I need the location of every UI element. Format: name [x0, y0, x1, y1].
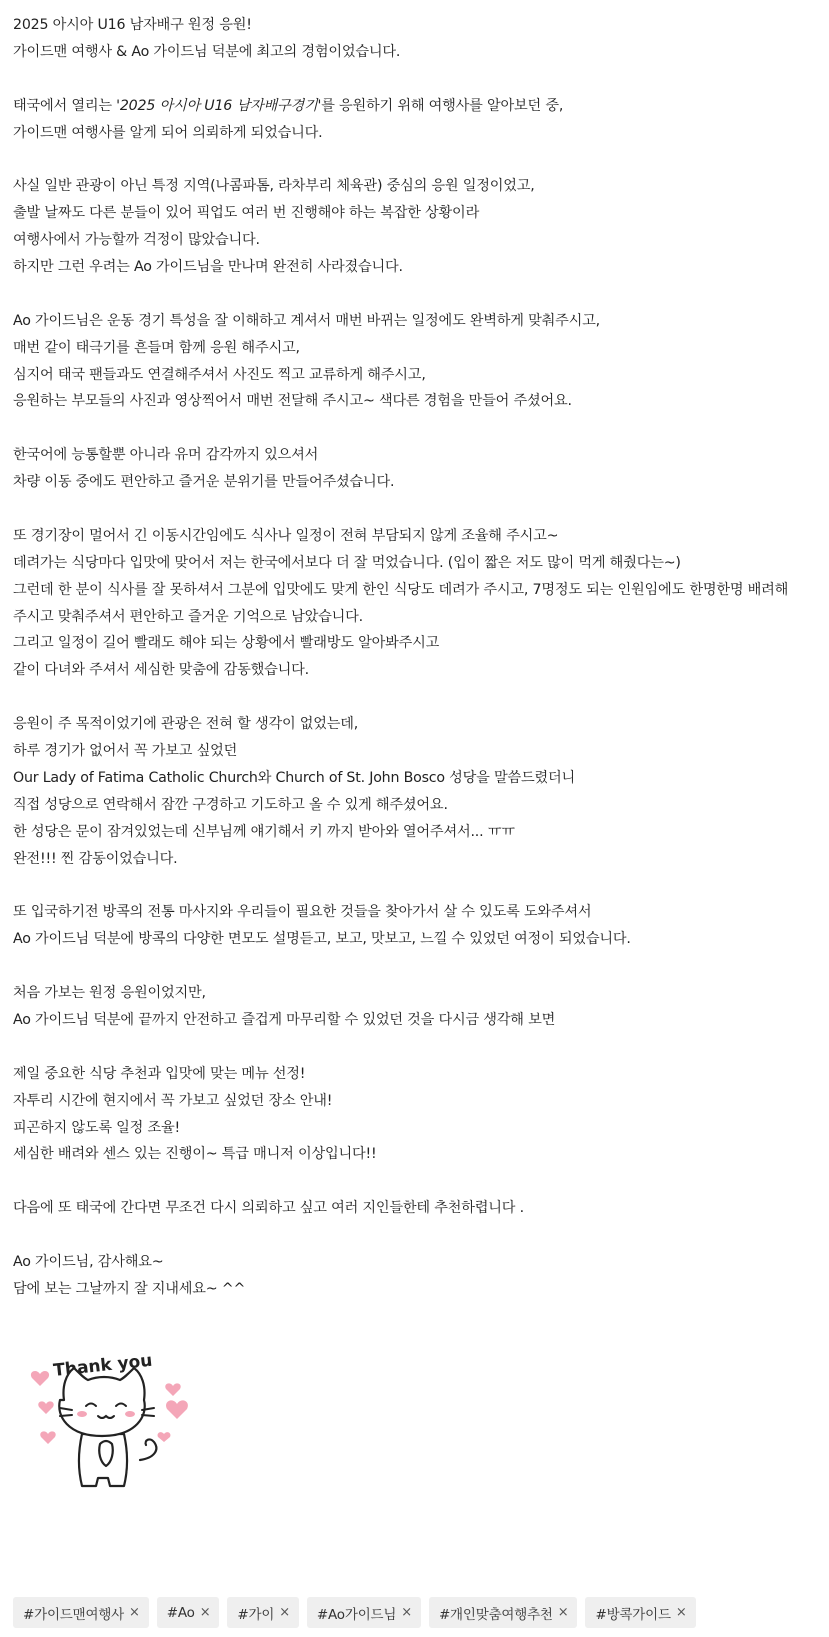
- hashtag-chip[interactable]: [585, 1597, 695, 1628]
- post-text-line: 하루 경기가 없어서 꼭 가보고 싶었던: [13, 743, 238, 760]
- hashtag-label: #가이: [237, 1606, 275, 1623]
- post-text-line: 다음에 또 태국에 간다면 무조건 다시 의뢰하고 싶고 여러 지인들한테 추천하렵니다 .: [13, 1200, 524, 1217]
- thank-you-sticker: [30, 1342, 200, 1502]
- post-text-line: Ao 가이드님, 감사해요~: [13, 1253, 164, 1270]
- post-text-line: 같이 다녀와 주셔서 세심한 맞춤에 감동했습니다.: [13, 662, 309, 679]
- heart-icon: [158, 1432, 171, 1442]
- post-text-line: 제일 중요한 식당 추천과 입맛에 맞는 메뉴 선정!: [13, 1065, 306, 1082]
- post-text-line: 그리고 일정이 길어 빨래도 해야 되는 상황에서 빨래방도 알아봐주시고: [13, 635, 440, 652]
- hashtag-label: #Ao가이드님: [316, 1606, 397, 1623]
- hashtag-chip[interactable]: [429, 1597, 578, 1628]
- paragraph-gap: [13, 146, 823, 173]
- post-text-line: 하지만 그런 우려는 Ao 가이드님을 만나며 완전히 사라졌습니다.: [13, 259, 403, 276]
- cat-figure: [59, 1368, 156, 1486]
- hashtag-label: #Ao: [166, 1604, 195, 1621]
- thank-you-cat-icon: [30, 1342, 200, 1502]
- post-text-line: 자투리 시간에 현지에서 꼭 가보고 싶었던 장소 안내!: [13, 1092, 333, 1109]
- post-text-line: Our Lady of Fatima Catholic Church와 Church of St. John Bosco 성당을 말씀드렸더니: [13, 769, 576, 786]
- post-text-line: 2025 아시아 U16 남자배구 원정 응원!: [13, 17, 252, 33]
- post-text-line: 차량 이동 중에도 편안하고 즐거운 분위기를 만들어주셨습니다.: [13, 474, 395, 491]
- heart-icon: [31, 1371, 49, 1386]
- post-text-line: 응원이 주 목적이었기에 관광은 전혀 할 생각이 없었는데,: [13, 716, 359, 733]
- post-body: [13, 12, 823, 1303]
- post-text-line: 주시고 맞춰주셔서 편안하고 즐거운 기억으로 남았습니다.: [13, 608, 363, 625]
- paragraph-gap: [13, 415, 823, 442]
- hashtag-chip[interactable]: [227, 1597, 299, 1628]
- tag-list: [13, 1597, 696, 1628]
- remove-tag-icon[interactable]: ×: [279, 1605, 290, 1620]
- paragraph-gap: [13, 1168, 823, 1195]
- hashtag-chip[interactable]: [157, 1597, 220, 1628]
- paragraph-gap: [13, 1034, 823, 1061]
- remove-tag-icon[interactable]: ×: [557, 1605, 569, 1620]
- paragraph-gap: [13, 496, 823, 523]
- post-text-line: 매번 같이 태극기를 흔들며 함께 응원 해주시고,: [13, 339, 300, 356]
- paragraph-gap: [13, 1222, 823, 1249]
- post-text-line: Ao 가이드님 덕분에 방콕의 다양한 면모도 설명듣고, 보고, 맛보고, 느낄 수 있었던 여정이 되었습니다.: [13, 931, 631, 948]
- paragraph-gap: [13, 873, 823, 900]
- heart-icon: [40, 1431, 55, 1444]
- remove-tag-icon[interactable]: ×: [129, 1605, 140, 1620]
- cat-blush: [125, 1411, 135, 1417]
- sticker-lettering: Thank you: [52, 1350, 154, 1381]
- post-text-line: 가이드맨 여행사 & Ao 가이드님 덕분에 최고의 경험이었습니다.: [13, 43, 401, 60]
- post-text-line: Ao 가이드님 덕분에 끝까지 안전하고 즐겁게 마무리할 수 있었던 것을 다시금 생각해 보면: [13, 1011, 556, 1028]
- post-text-line: 또 경기장이 멀어서 긴 이동시간임에도 식사나 일정이 전혀 부담되지 않게 조율해 주시고~: [13, 527, 559, 544]
- heart-icon: [166, 1400, 188, 1419]
- remove-tag-icon[interactable]: ×: [675, 1605, 687, 1620]
- post-text-line: Ao 가이드님은 운동 경기 특성을 잘 이해하고 계셔서 매번 바뀌는 일정에도 완벽하게 맞춰주시고,: [13, 312, 600, 329]
- paragraph-gap: [13, 953, 823, 980]
- post-text-line: 여행사에서 가능할까 걱정이 많았습니다.: [13, 232, 260, 249]
- post-text-line: 담에 보는 그날까지 잘 지내세요~ ^^: [13, 1280, 246, 1297]
- hashtag-chip[interactable]: [13, 1597, 149, 1628]
- post-text-line: 직접 성당으로 연락해서 잠깐 구경하고 기도하고 올 수 있게 해주셨어요.: [13, 796, 448, 813]
- post-text-line: 또 입국하기전 방콕의 전통 마사지와 우리들이 필요한 것들을 찾아가서 살 수 있도록 도와주셔서: [13, 904, 592, 921]
- paragraph-gap: [13, 281, 823, 308]
- hashtag-label: #개인맞춤여행추천: [438, 1606, 553, 1623]
- post-text-line: 그런데 한 분이 식사를 잘 못하셔서 그분에 입맛에도 맞게 한인 식당도 데려가 주시고, 7명정도 되는 인원임에도 한명한명 배려해: [13, 581, 789, 598]
- hashtag-label: #가이드맨여행사: [23, 1606, 124, 1623]
- post-text-line: 한 성당은 문이 잠겨있었는데 신부님께 얘기해서 키 까지 받아와 열어주셔서... ㅠㅠ: [13, 823, 515, 840]
- cat-blush: [77, 1411, 87, 1417]
- heart-icon: [38, 1401, 53, 1414]
- post-text-line: 응원하는 부모들의 사진과 영상찍어서 매번 전달해 주시고~ 색다른 경험을 만들어 주셨어요.: [13, 393, 572, 410]
- post-text-line: 처음 가보는 원정 응원이었지만,: [13, 985, 206, 1002]
- post-text-line: 완전!!! 찐 감동이었습니다.: [13, 850, 178, 867]
- post-text-line: 세심한 배려와 센스 있는 진행이~ 특급 매니저 이상입니다!!: [13, 1146, 377, 1163]
- emphasized-text: '2025 아시아 U16 남자배구경기': [116, 97, 322, 114]
- remove-tag-icon[interactable]: ×: [401, 1605, 412, 1620]
- heart-icon: [165, 1383, 180, 1396]
- text-segment: 태국에서 열리는: [13, 97, 117, 114]
- post-text-line: 출발 날짜도 다른 분들이 있어 픽업도 여러 번 진행해야 하는 복잡한 상황이라: [13, 205, 480, 222]
- hashtag-label: #방콕가이드: [595, 1606, 671, 1623]
- post-text-line: 한국어에 능통할뿐 아니라 유머 감각까지 있으셔서: [13, 447, 319, 464]
- remove-tag-icon[interactable]: ×: [199, 1605, 211, 1620]
- hashtag-chip[interactable]: [307, 1597, 421, 1628]
- text-segment: 를 응원하기 위해 여행사를 알아보던 중,: [321, 97, 564, 114]
- post-text-line: 사실 일반 관광이 아닌 특정 지역(나콤파톰, 라차부리 체육관) 중심의 응원 일정이었고,: [13, 178, 535, 195]
- paragraph-gap: [13, 66, 823, 93]
- paragraph-gap: [13, 684, 823, 711]
- post-text-line: 데려가는 식당마다 입맛에 맞어서 저는 한국에서보다 더 잘 먹었습니다. (입이 짧은 저도 많이 먹게 해줬다는~): [13, 554, 681, 571]
- post-text-line: 피곤하지 않도록 일정 조율!: [13, 1119, 180, 1136]
- post-text-line: 가이드맨 여행사를 알게 되어 의뢰하게 되었습니다.: [13, 124, 323, 141]
- post-text-line: 심지어 태국 팬들과도 연결해주셔서 사진도 찍고 교류하게 해주시고,: [13, 366, 426, 383]
- post-text-line: [13, 93, 823, 120]
